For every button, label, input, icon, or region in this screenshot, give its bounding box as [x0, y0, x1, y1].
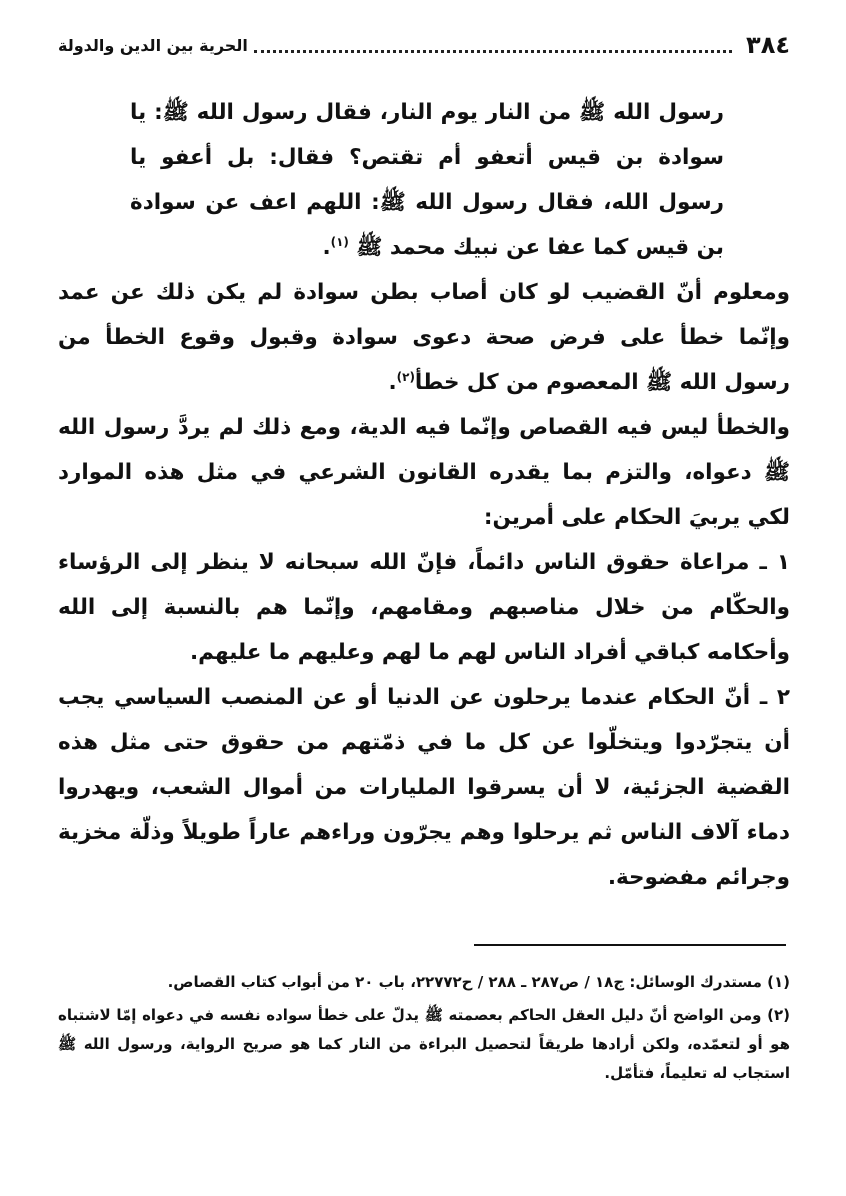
page-number: ٣٨٤: [746, 31, 790, 59]
paragraph-3: ١ ـ مراعاة حقوق الناس دائماً، فإنّ الله سبحانه لا ينظر إلى الرؤساء والحكّام من خلال مناصبهم ومقامهم، وإنّما هم بالنسبة إلى الله وأحكامه كباقي أفراد الناس لهم ما لهم وعليهم ما عليهم.: [58, 550, 790, 665]
footnote-2: (٢) ومن الواضح أنّ دليل العقل الحاكم بعصمته ﷺ يدلّ على خطأ سواده نفسه في دعواه إمّا لاشتباه هو أو لتعمّده، ولكن أرادها طريقاً لتحصيل البراءة من النار كما هو صريح الرواية، ورسول الله ﷺ استجاب له تعليماً، فتأمّل.: [58, 1006, 790, 1082]
footnote-ref-1: (١): [330, 234, 349, 249]
paragraph-2: والخطأ ليس فيه القصاص وإنّما فيه الدية، ومع ذلك لم يردَّ رسول الله ﷺ دعواه، والتزم بما يقدره القانون الشرعي في مثل هذه الموارد لكي يربيَ الحكام على أمرين:: [58, 415, 790, 530]
page-header: [58, 30, 790, 60]
quote-text: رسول الله ﷺ من النار يوم النار، فقال رسول الله ﷺ: يا سوادة بن قيس أتعفو أم تقتص؟ فقال: بل أعفو يا رسول الله، فقال رسول الله ﷺ: اللهم اعف عن سوادة بن قيس كما عفا عن نبيك محمد ﷺ: [130, 100, 724, 260]
header-leader-dots: [254, 50, 732, 53]
paragraph-1-end: .: [388, 370, 397, 395]
footnotes: [58, 968, 790, 1092]
paragraph-1-text: ومعلوم أنّ القضيب لو كان أصاب بطن سوادة لم يكن ذلك عن عمد وإنّما خطأ على فرض صحة دعوى سوادة وقبول وقوع الخطأ من رسول الله ﷺ المعصوم من كل خطأ: [58, 280, 790, 395]
paragraph-4: ٢ ـ أنّ الحكام عندما يرحلون عن الدنيا أو عن المنصب السياسي يجب أن يتجرّدوا ويتخلّوا عن كل ما في ذمّتهم من حقوق حتى مثل هذه القضية الجزئية، لا أن يسرقوا المليارات من أموال الشعب، ويهدروا دماء آلاف الناس ثم يرحلوا وهم يجرّون وراءهم عاراً طويلاً وذلّة مخزية وجرائم مفضوحة.: [58, 685, 790, 890]
footnote-1: (١) مستدرك الوسائل: ج١٨ / ص٢٨٧ ـ ٢٨٨ / ح٢٢٧٧٢، باب ٢٠ من أبواب كتاب القصاص.: [167, 973, 790, 991]
main-text: [58, 90, 790, 900]
footnote-separator: [474, 944, 786, 946]
footnote-ref-2: (٢): [396, 369, 415, 384]
paragraph-1: [58, 270, 790, 405]
quoted-narration: [58, 90, 790, 270]
running-title: الحرية بين الدين والدولة: [58, 35, 248, 55]
quote-end: .: [322, 235, 331, 260]
